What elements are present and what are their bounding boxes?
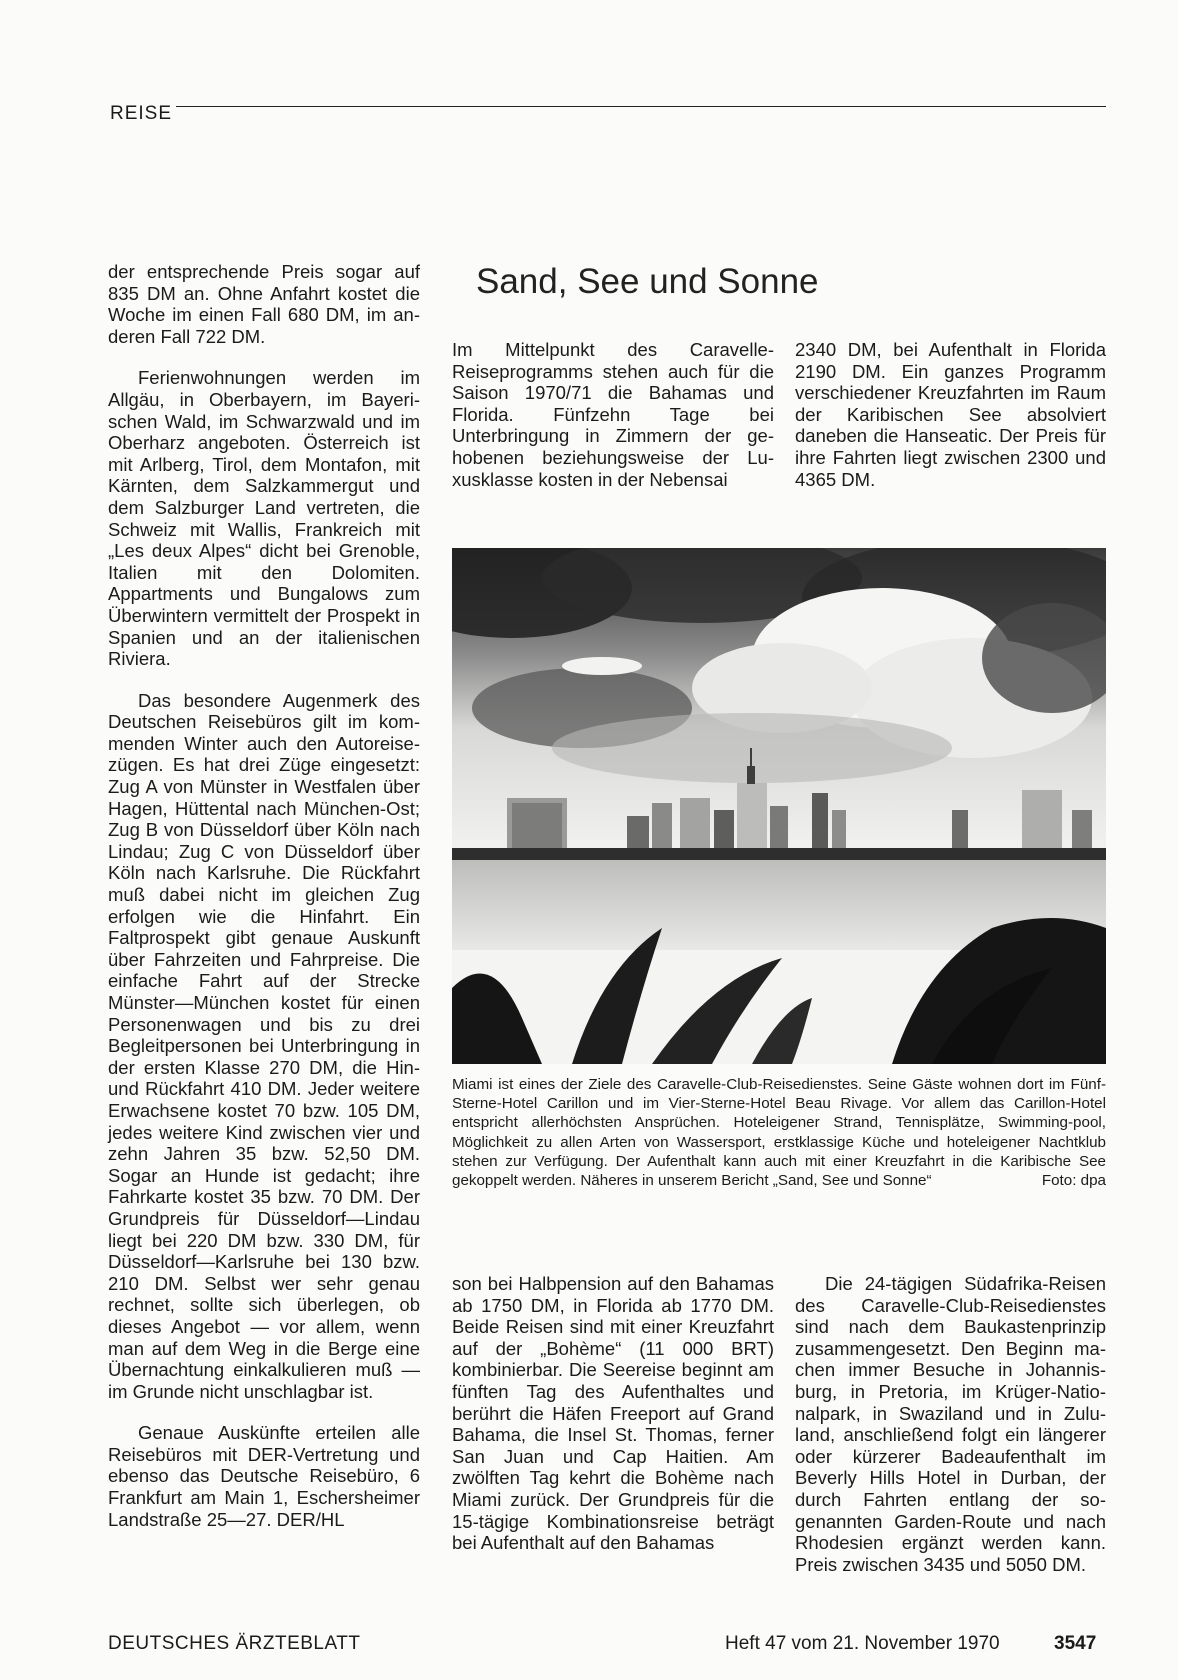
article-column-right-top [795, 339, 1106, 510]
paragraph: Die 24-tägigen Südafrika-Reisen des Caravelle-Club-Reisedienstes sind nach dem Baukastenprinzip zusammengesetzt. Den Beginn machen immer Besuche in Johannisburg, in Pretoria, im Krüger-Nationalpark, in Swaziland und in Zululand, anschließend folgt ein längerer oder kürzerer Badeaufenthalt im Beverly Hills Hotel in Durban, der durch Fahrten entlang der sogenannten Garden-Route und nach Rhodesien ergänzt werden kann. Preis zwischen 3435 und 5050 DM. [795, 1273, 1106, 1575]
paragraph: Genaue Auskünfte erteilen alle Reisebüros mit DER-Vertretung und ebenso das Deutsche Reisebüro, 6 Frankfurt am Main 1, Eschersheimer Landstraße 25—27. DER/HL [108, 1422, 420, 1530]
photo-credit: Foto: dpa [1041, 1172, 1106, 1190]
article-column-mid-bottom [452, 1273, 774, 1574]
journal-name: DEUTSCHES ÄRZTEBLATT [108, 1633, 361, 1654]
miami-skyline-photo [452, 548, 1106, 1064]
paragraph: Ferienwohnungen werden im Allgäu, in Oberbayern, im Bayerischen Wald, im Schwarzwald und im Oberharz angeboten. Österreich ist mit Arlberg, Tirol, dem Montafon, mit Kärnten, dem Salzkammergut und dem Salzburger Land vertreten, die Schweiz mit Wallis, Frankreich mit „Les deux Alpes“ dicht bei Grenoble, Italien mit den Dolomiten. Appartments und Bungalows zum Überwintern vermittelt der Prospekt in Spanien und an der italienischen Riviera. [108, 367, 420, 670]
issue-info: Heft 47 vom 21. November 1970 [725, 1633, 1000, 1654]
caption-text: Miami ist eines der Ziele des Caravelle-Club-Reisedienstes. Seine Gäste wohnen dort im Fünf-Sterne-Hotel Carillon und im Vier-Sterne-Hotel Beau Rivage. Vor allem das Carillon-Hotel entspricht allerhöchsten Ansprüchen. Hoteleigener Strand, Tennisplätze, Swimming-pool, Möglichkeit zu allen Arten von Wassersport, erstklassige Küche und hoteleigener Nachtklub stehen zur Verfügung. Der Aufenthalt kann auch mit einer Kreuzfahrt in die Karibische See gekoppelt werden. Näheres in unserem Bericht „Sand, See und Sonne“ [452, 1076, 1106, 1190]
section-label: REISE [110, 103, 173, 124]
left-column [108, 261, 420, 1550]
photo-caption [452, 1075, 1106, 1190]
paragraph: der entsprechende Preis sogar auf 835 DM an. Ohne Anfahrt kostet die Woche im einen Fall 680 DM, im anderen Fall 722 DM. [108, 261, 420, 347]
paragraph: Im Mittelpunkt des Caravelle-Reiseprogramms stehen auch für die Saison 1970/71 die Bahamas und Florida. Fünfzehn Tage bei Unterbringung in Zimmern der gehobenen beziehungsweise der Luxusklasse kosten in der Nebensai [452, 339, 774, 490]
header-rule [176, 106, 1106, 107]
paragraph: Das besondere Augenmerk des Deutschen Reisebüros gilt im kommenden Winter auch den Autoreisezügen. Es hat drei Züge eingesetzt: Zug A von Münster in Westfalen über Hagen, Hüttental nach München-Ost; Zug B von Düsseldorf über Köln nach Lindau; Zug C von Düsseldorf über Köln nach Karlsruhe. Die Rückfahrt muß dabei nicht im gleichen Zug erfolgen wie die Hinfahrt. Ein Faltprospekt gibt genaue Auskunft über Fahrzeiten und Fahrpreise. Die einfache Fahrt auf der Strecke Münster—München kostet für einen Personenwagen und bis zu drei Begleitpersonen bei Unterbringung in der ersten Klasse 270 DM, die Hin- und Rückfahrt 410 DM. Jeder weitere Erwachsene kostet 70 bzw. 105 DM, jedes weitere Kind zwischen vier und zehn Jahren 35 bzw. 52,50 DM. Sogar an Hunde ist gedacht; ihre Fahrkarte kostet 35 bzw. 70 DM. Der Grundpreis für Düsseldorf—Lindau liegt bei 220 DM bzw. 330 DM, für Düsseldorf—Karlsruhe bei 130 bzw. 210 DM. Selbst wer sehr genau rechnet, sollte sich überlegen, ob dieses Angebot — vor allem, wenn man auf dem Weg in die Berge eine Übernachtung einkalkulieren muß — im Grunde nicht unschlagbar ist. [108, 689, 420, 1402]
article-headline: Sand, See und Sonne [476, 262, 819, 301]
article-column-mid-top [452, 339, 774, 510]
page-number: 3547 [1054, 1633, 1097, 1654]
paragraph: son bei Halbpension auf den Bahamas ab 1750 DM, in Florida ab 1770 DM. Beide Reisen sind mit einer Kreuzfahrt auf der „Bohème“ (11 000 BRT) kombinierbar. Die Seereise beginnt am fünften Tag des Aufenthaltes und berührt die Häfen Freeport auf Grand Bahama, die Insel St. Thomas, ferner San Juan und Cap Haitien. Am zwölften Tag kehrt die Bohème nach Miami zurück. Der Grundpreis für die 15-tägige Kombinationsreise beträgt bei Aufenthalt auf den Bahamas [452, 1273, 774, 1554]
article-column-right-bottom [795, 1273, 1106, 1595]
paragraph: 2340 DM, bei Aufenthalt in Florida 2190 DM. Ein ganzes Programm verschiedener Kreuzfahrten im Raum der Karibischen See absolviert daneben die Hanseatic. Der Preis für ihre Fahrten liegt zwischen 2300 und 4365 DM. [795, 339, 1106, 490]
